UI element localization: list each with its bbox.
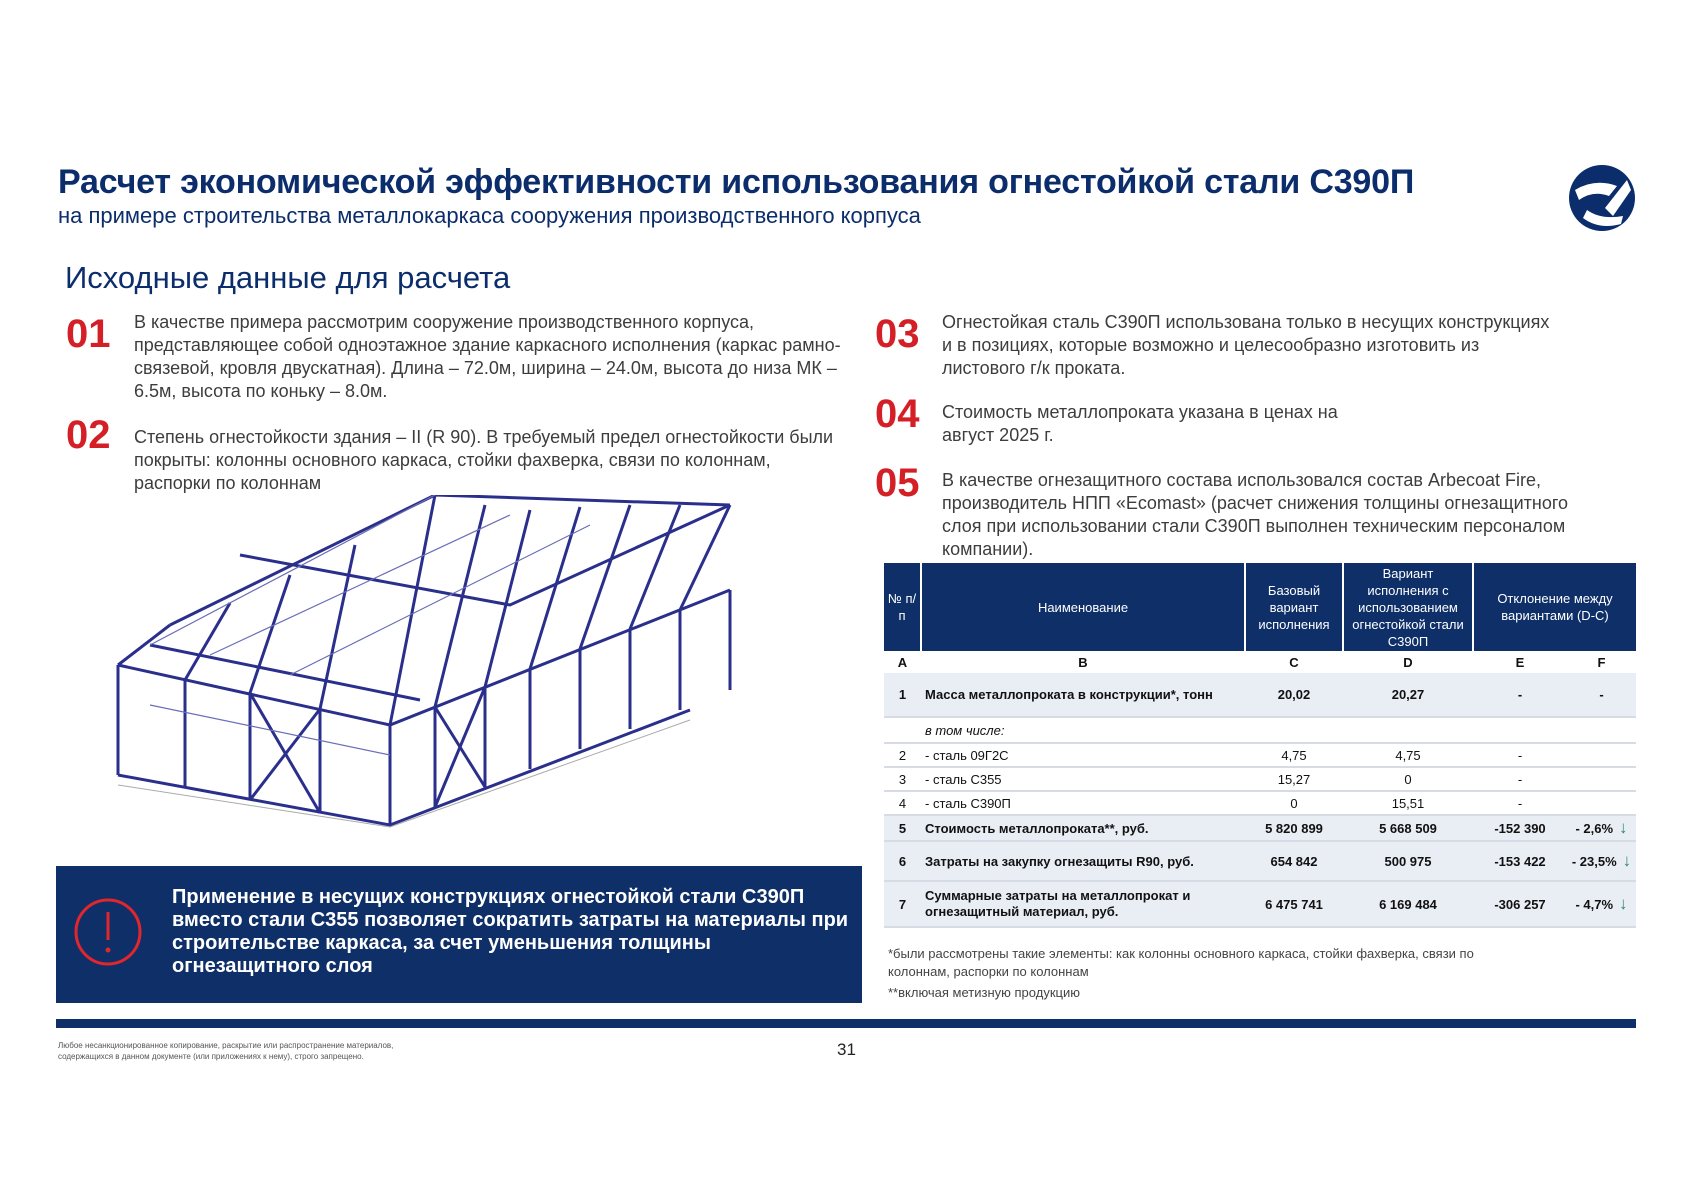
header-num: № п/п — [884, 563, 921, 651]
letter-b: B — [1078, 654, 1088, 670]
point-number-04: 04 — [875, 392, 920, 436]
footer-divider — [56, 1019, 1636, 1028]
table-row: 3 - сталь С355 15,27 0 - — [884, 767, 1636, 791]
table-row: 4 - сталь С390П 0 15,51 - — [884, 791, 1636, 815]
point-text-02: Степень огнестойкости здания – II (R 90). В требуемый предел огнестойкости были покрыты: колонны основного каркаса, стойки фахверка, связи по колоннам, распорки по колоннам — [134, 427, 834, 493]
legal-notice: Любое несанкционированное копирование, раскрытие или распространение материалов, содержащихся в данном документе (или приложениях к нему), строго запрещено. — [58, 1041, 394, 1061]
column-letters-row — [884, 651, 1636, 673]
table-row: 2 - сталь 09Г2С 4,75 4,75 - — [884, 743, 1636, 767]
point-number-03: 03 — [875, 312, 920, 356]
page-subtitle: на примере строительства металлокаркаса сооружения производственного корпуса — [58, 203, 921, 228]
letter-e: E — [1515, 654, 1525, 670]
warning-icon — [72, 896, 144, 968]
table-row: в том числе: — [884, 717, 1636, 743]
table-row: 7 Суммарные затраты на металлопрокат и огнезащитный материал, руб. 6 475 741 6 169 484 -306 257 - 4,7% ↓ — [884, 881, 1636, 927]
section-title: Исходные данные для расчета — [65, 260, 511, 295]
header-deviation: Отклонение между вариантами (D-C) — [1473, 563, 1636, 651]
conclusion-text: Применение в несущих конструкциях огнестойкой стали С390П вместо стали С355 позволяет сократить затраты на материалы при строительстве каркаса, за счет уменьшения толщины огнезащитного слоя — [172, 886, 849, 977]
letter-a: A — [897, 654, 908, 670]
company-logo-icon — [1565, 160, 1640, 235]
building-frame-diagram — [90, 495, 740, 830]
header-base: Базовый вариант исполнения — [1245, 563, 1343, 651]
table-row: 1 Масса металлопроката в конструкции*, тонн 20,02 20,27 - - — [884, 673, 1636, 717]
point-text-05: В качестве огнезащитного состава использовался состав Arbecoat Fire, производитель НПП «Ecomast» (расчет снижения толщины огнезащитного слоя при использовании стали С390П выполнен техническим персоналом компании). — [942, 470, 1569, 559]
cost-comparison-table — [884, 563, 1636, 928]
point-text-03: Огнестойкая сталь С390П использована только в несущих конструкциях и в позициях, которые возможно и целесообразно изготовить из листового г/к проката. — [942, 312, 1550, 378]
table-row: 5 Стоимость металлопроката**, руб. 5 820 899 5 668 509 -152 390 - 2,6% ↓ — [884, 815, 1636, 841]
header-name: Наименование — [921, 563, 1245, 651]
down-arrow-icon: ↓ — [1619, 894, 1628, 913]
page-number: 31 — [837, 1040, 856, 1059]
point-number-02: 02 — [66, 413, 111, 457]
point-text-04: Стоимость металлопроката указана в ценах на август 2025 г. — [942, 402, 1338, 445]
footnote-2: **включая метизную продукцию — [888, 985, 1080, 1000]
down-arrow-icon: ↓ — [1619, 818, 1628, 837]
point-number-01: 01 — [66, 312, 111, 356]
letter-f: F — [1597, 654, 1606, 670]
table-row: 6 Затраты на закупку огнезащиты R90, руб. 654 842 500 975 -153 422 - 23,5% ↓ — [884, 841, 1636, 881]
down-arrow-icon: ↓ — [1622, 851, 1632, 870]
point-text-01: В качестве примера рассмотрим сооружение производственного корпуса, представляющее собой одноэтажное здание каркасного исполнения (каркас рамно-связевой, кровля двускатная). Длина – 72.0м, ширина – 24.0м, высота до низа МК – 6.5м, высота по коньку – 8.0м. — [134, 312, 841, 401]
header-variant: Вариант исполнения с использованием огнестойкой стали С390П — [1343, 563, 1473, 651]
point-number-05: 05 — [875, 461, 920, 505]
letter-d: D — [1403, 654, 1413, 670]
page-title: Расчет экономической эффективности использования огнестойкой стали С390П — [58, 163, 1415, 201]
footnote-1: *были рассмотрены такие элементы: как колонны основного каркаса, стойки фахверка, связи по колоннам, распорки по колоннам — [888, 946, 1474, 979]
letter-c: C — [1289, 654, 1299, 670]
